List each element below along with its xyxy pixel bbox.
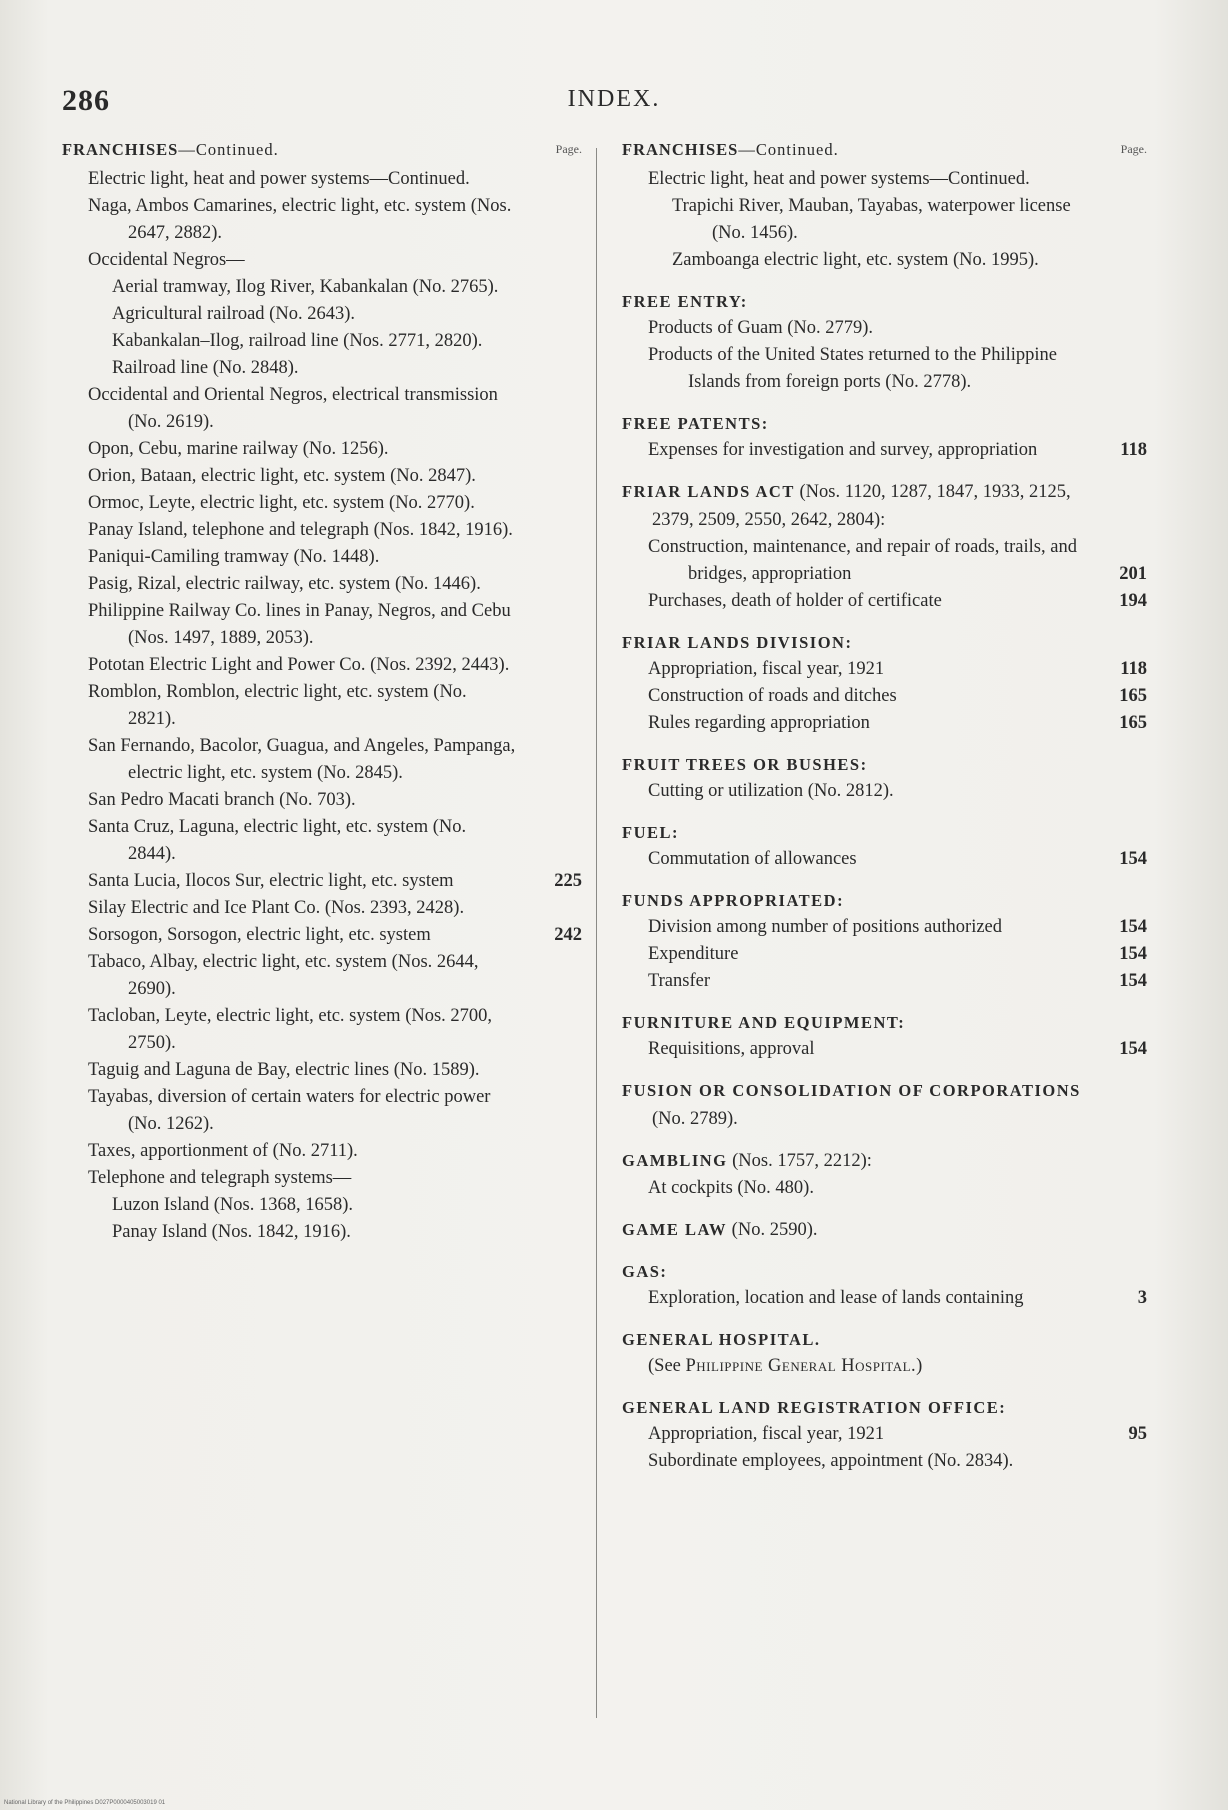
entry-text: Rules regarding appropriation bbox=[648, 713, 870, 733]
index-category bbox=[622, 887, 1147, 995]
index-entry bbox=[648, 437, 1147, 464]
entry-text: Occidental and Oriental Negros, electrical transmission (No. 2619). bbox=[88, 385, 498, 432]
entry-text: Naga, Ambos Camarines, electric light, etc. system (Nos. 2647, 2882). bbox=[88, 196, 512, 243]
entry-text: Tacloban, Leyte, electric light, etc. system (Nos. 2700, 2750). bbox=[88, 1006, 493, 1053]
index-entry bbox=[648, 1036, 1147, 1063]
page-reference: 154 bbox=[1119, 971, 1147, 991]
index-entry bbox=[648, 1285, 1147, 1312]
index-entry bbox=[88, 787, 582, 814]
entry-text: Exploration, location and lease of lands containing bbox=[648, 1288, 1024, 1308]
category-heading: FREE PATENTS: bbox=[622, 414, 769, 433]
subheading: Electric light, heat and power systems—Continued. bbox=[648, 169, 1030, 189]
entry-text: Appropriation, fiscal year, 1921 bbox=[648, 659, 885, 679]
index-category bbox=[622, 1326, 1147, 1380]
index-entry bbox=[88, 652, 582, 679]
index-entry bbox=[112, 1192, 582, 1219]
index-entry bbox=[112, 328, 582, 355]
index-entry bbox=[88, 382, 582, 436]
index-entry bbox=[88, 517, 582, 544]
index-entry bbox=[88, 868, 582, 895]
index-entry bbox=[88, 247, 582, 274]
left-entry-list bbox=[62, 193, 582, 1246]
index-entry bbox=[648, 534, 1147, 588]
running-head: INDEX. bbox=[567, 86, 661, 112]
index-entry bbox=[88, 193, 582, 247]
entry-text: Ormoc, Leyte, electric light, etc. system (No. 2770). bbox=[88, 493, 475, 513]
index-entry bbox=[112, 1219, 582, 1246]
left-column bbox=[62, 140, 582, 1246]
entry-text: Division among number of positions authorized bbox=[648, 917, 1003, 937]
index-entry bbox=[648, 683, 1147, 710]
page-reference: 165 bbox=[1119, 713, 1147, 733]
category-heading: GENERAL LAND REGISTRATION OFFICE: bbox=[622, 1398, 1007, 1417]
subheading: Electric light, heat and power systems—Continued. bbox=[88, 169, 470, 189]
page-reference: 154 bbox=[1119, 917, 1147, 937]
page-reference: 118 bbox=[1120, 440, 1147, 460]
index-entry bbox=[648, 342, 1147, 396]
page-reference: 201 bbox=[1119, 564, 1147, 584]
index-entry bbox=[112, 301, 582, 328]
right-column bbox=[622, 140, 1147, 1475]
index-category bbox=[622, 1394, 1147, 1475]
entry-text: Purchases, death of holder of certificate bbox=[648, 591, 942, 611]
entry-text: Taguig and Laguna de Bay, electric lines (No. 1589). bbox=[88, 1060, 480, 1080]
index-entry bbox=[648, 710, 1147, 737]
index-entry bbox=[648, 1448, 1147, 1475]
see-reference: (See Philippine General Hospital.) bbox=[648, 1356, 923, 1376]
entry-text: Romblon, Romblon, electric light, etc. system (No. 2821). bbox=[88, 682, 467, 729]
page-reference: 95 bbox=[1128, 1424, 1147, 1444]
page-reference: 154 bbox=[1119, 1039, 1147, 1059]
index-entry bbox=[672, 247, 1147, 274]
entry-text: Panay Island (Nos. 1842, 1916). bbox=[112, 1222, 351, 1242]
entry-text: Commutation of allowances bbox=[648, 849, 857, 869]
entry-text: Transfer bbox=[648, 971, 711, 991]
index-entry bbox=[648, 914, 1147, 941]
page-number: 286 bbox=[62, 84, 110, 117]
category-heading: FURNITURE AND EQUIPMENT: bbox=[622, 1013, 906, 1032]
index-category bbox=[622, 1216, 1147, 1244]
entry-text: Pasig, Rizal, electric railway, etc. system (No. 1446). bbox=[88, 574, 481, 594]
index-entry bbox=[648, 968, 1147, 995]
category-heading: GAS: bbox=[622, 1262, 668, 1281]
entry-text: Taxes, apportionment of (No. 2711). bbox=[88, 1141, 358, 1161]
entry-text: Cutting or utilization (No. 2812). bbox=[648, 781, 894, 801]
entry-text: Sorsogon, Sorsogon, electric light, etc. system bbox=[88, 925, 431, 945]
index-category bbox=[622, 1009, 1147, 1063]
entry-text: Telephone and telegraph systems— bbox=[88, 1168, 352, 1188]
entry-text: Aerial tramway, Ilog River, Kabankalan (No. 2765). bbox=[112, 277, 499, 297]
category-heading: FRUIT TREES OR BUSHES: bbox=[622, 755, 868, 774]
entry-text: Tabaco, Albay, electric light, etc. system (Nos. 2644, 2690). bbox=[88, 952, 479, 999]
index-entry bbox=[88, 544, 582, 571]
entry-text: Santa Cruz, Laguna, electric light, etc. system (No. 2844). bbox=[88, 817, 467, 864]
page-reference: 3 bbox=[1137, 1288, 1147, 1308]
category-heading: FUSION OR CONSOLIDATION OF CORPORATIONS (No. 2789). bbox=[622, 1081, 1081, 1129]
index-entry bbox=[648, 1421, 1147, 1448]
column-divider bbox=[596, 148, 597, 1718]
index-entry bbox=[88, 922, 582, 949]
index-entry bbox=[88, 571, 582, 598]
index-entry bbox=[648, 778, 1147, 805]
page-reference: 118 bbox=[1120, 659, 1147, 679]
index-entry bbox=[88, 1138, 582, 1165]
index-category bbox=[622, 1077, 1147, 1133]
index-entry bbox=[88, 463, 582, 490]
entry-text: Silay Electric and Ice Plant Co. (Nos. 2393, 2428). bbox=[88, 898, 465, 918]
entry-text: San Fernando, Bacolor, Guagua, and Angeles, Pampanga, electric light, etc. system (No. 2845). bbox=[88, 736, 516, 783]
page-column-label: Page. bbox=[555, 142, 582, 156]
entry-text: Tayabas, diversion of certain waters for electric power (No. 1262). bbox=[88, 1087, 491, 1134]
entry-text: Trapichi River, Mauban, Tayabas, waterpower license (No. 1456). bbox=[672, 196, 1071, 243]
entry-text: Products of Guam (No. 2779). bbox=[648, 318, 874, 338]
entry-text: Paniqui-Camiling tramway (No. 1448). bbox=[88, 547, 380, 567]
index-entry bbox=[88, 436, 582, 463]
entry-text: Expenditure bbox=[648, 944, 739, 964]
index-entry bbox=[672, 193, 1147, 247]
index-entry bbox=[648, 588, 1147, 615]
index-entry bbox=[88, 490, 582, 517]
index-entry bbox=[88, 1003, 582, 1057]
page-reference: 242 bbox=[554, 925, 582, 945]
entry-text: Opon, Cebu, marine railway (No. 1256). bbox=[88, 439, 389, 459]
page-column-label: Page. bbox=[1120, 142, 1147, 156]
index-category bbox=[622, 1258, 1147, 1312]
page-reference: 194 bbox=[1119, 591, 1147, 611]
right-continued-list bbox=[622, 193, 1147, 274]
index-category bbox=[622, 819, 1147, 873]
index-category bbox=[622, 1147, 1147, 1202]
index-entry bbox=[648, 656, 1147, 683]
index-category bbox=[622, 629, 1147, 737]
index-category bbox=[622, 751, 1147, 805]
continued-heading: FRANCHISES—Continued. bbox=[62, 140, 279, 159]
entry-text: Pototan Electric Light and Power Co. (Nos. 2392, 2443). bbox=[88, 655, 510, 675]
index-entry bbox=[648, 315, 1147, 342]
category-heading: FUEL: bbox=[622, 823, 679, 842]
category-heading: FRIAR LANDS ACT (Nos. 1120, 1287, 1847, 1933, 2125, 2379, 2509, 2550, 2642, 2804): bbox=[622, 482, 1071, 530]
page-reference: 154 bbox=[1119, 944, 1147, 964]
right-category-list bbox=[622, 288, 1147, 1475]
index-entry bbox=[88, 598, 582, 652]
entry-text: Construction, maintenance, and repair of roads, trails, and bridges, appropriation bbox=[648, 537, 1077, 584]
category-heading: GAMBLING (Nos. 1757, 2212): bbox=[622, 1151, 872, 1171]
index-entry bbox=[88, 1084, 582, 1138]
index-entry bbox=[88, 814, 582, 868]
entry-text: Agricultural railroad (No. 2643). bbox=[112, 304, 355, 324]
entry-text: Luzon Island (Nos. 1368, 1658). bbox=[112, 1195, 353, 1215]
entry-text: San Pedro Macati branch (No. 703). bbox=[88, 790, 356, 810]
index-entry bbox=[88, 679, 582, 733]
category-heading: GENERAL HOSPITAL. bbox=[622, 1330, 821, 1349]
page-reference: 165 bbox=[1119, 686, 1147, 706]
entry-text: At cockpits (No. 480). bbox=[648, 1178, 814, 1198]
index-entry bbox=[88, 733, 582, 787]
index-category bbox=[622, 410, 1147, 464]
category-heading: GAME LAW (No. 2590). bbox=[622, 1220, 818, 1240]
index-entry bbox=[88, 895, 582, 922]
entry-text: Santa Lucia, Ilocos Sur, electric light, etc. system bbox=[88, 871, 454, 891]
index-entry bbox=[112, 274, 582, 301]
index-entry bbox=[88, 949, 582, 1003]
index-entry bbox=[648, 941, 1147, 968]
entry-text: Railroad line (No. 2848). bbox=[112, 358, 299, 378]
entry-text: Subordinate employees, appointment (No. 2834). bbox=[648, 1451, 1014, 1471]
category-heading: FREE ENTRY: bbox=[622, 292, 748, 311]
entry-text: Panay Island, telephone and telegraph (Nos. 1842, 1916). bbox=[88, 520, 513, 540]
entry-text: Appropriation, fiscal year, 1921 bbox=[648, 1424, 885, 1444]
entry-text: Construction of roads and ditches bbox=[648, 686, 897, 706]
index-entry bbox=[648, 1175, 1147, 1202]
entry-text: Products of the United States returned to the Philippine Islands from foreign ports (No. 2778). bbox=[648, 345, 1057, 392]
index-entry bbox=[88, 1165, 582, 1192]
continued-heading: FRANCHISES—Continued. bbox=[622, 140, 839, 159]
entry-text: Occidental Negros— bbox=[88, 250, 245, 270]
entry-text: Expenses for investigation and survey, appropriation bbox=[648, 440, 1038, 460]
entry-text: Philippine Railway Co. lines in Panay, Negros, and Cebu (Nos. 1497, 1889, 2053). bbox=[88, 601, 511, 648]
index-entry bbox=[112, 355, 582, 382]
index-category bbox=[622, 478, 1147, 615]
index-category bbox=[622, 288, 1147, 396]
entry-text: Kabankalan–Ilog, railroad line (Nos. 2771, 2820). bbox=[112, 331, 483, 351]
index-entry bbox=[648, 846, 1147, 873]
category-heading: FRIAR LANDS DIVISION: bbox=[622, 633, 853, 652]
index-entry bbox=[88, 1057, 582, 1084]
page-reference: 225 bbox=[554, 871, 582, 891]
archive-stamp: National Library of the Philippines D027P0000405003019 01 bbox=[4, 1800, 166, 1806]
entry-text: Requisitions, approval bbox=[648, 1039, 815, 1059]
category-heading: FUNDS APPROPRIATED: bbox=[622, 891, 845, 910]
entry-text: Orion, Bataan, electric light, etc. system (No. 2847). bbox=[88, 466, 476, 486]
page-reference: 154 bbox=[1119, 849, 1147, 869]
entry-text: Zamboanga electric light, etc. system (No. 1995). bbox=[672, 250, 1039, 270]
